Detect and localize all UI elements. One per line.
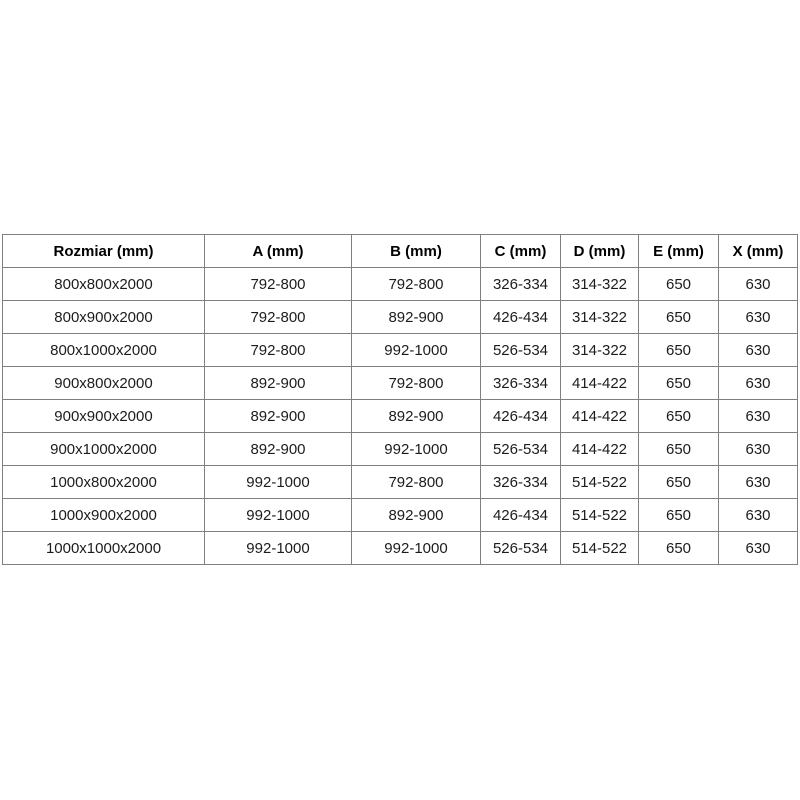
dimension-cell: 792-800 [352,268,481,301]
header-row [3,235,798,268]
size-table-body [3,268,798,565]
table-row [3,400,798,433]
size-cell: 1000x800x2000 [3,466,205,499]
dimension-cell: 326-334 [481,466,561,499]
table-row [3,433,798,466]
dimension-cell: 650 [639,367,719,400]
dimension-cell: 892-900 [205,433,352,466]
dimension-cell: 314-322 [561,268,639,301]
dimension-cell: 992-1000 [352,334,481,367]
size-cell: 900x1000x2000 [3,433,205,466]
dimension-cell: 792-800 [352,466,481,499]
dimension-cell: 630 [719,532,798,565]
dimension-cell: 650 [639,400,719,433]
dimension-cell: 326-334 [481,268,561,301]
size-table [2,234,798,565]
dimension-cell: 992-1000 [205,532,352,565]
table-row [3,532,798,565]
dimension-cell: 650 [639,499,719,532]
size-cell: 900x900x2000 [3,400,205,433]
dimension-cell: 792-800 [205,301,352,334]
dimension-cell: 792-800 [352,367,481,400]
dimension-cell: 526-534 [481,334,561,367]
dimension-cell: 992-1000 [352,433,481,466]
table-row [3,466,798,499]
size-cell: 1000x1000x2000 [3,532,205,565]
size-cell: 800x800x2000 [3,268,205,301]
table-row [3,367,798,400]
column-header: D (mm) [561,235,639,268]
dimension-cell: 630 [719,367,798,400]
table-row [3,499,798,532]
dimension-cell: 514-522 [561,532,639,565]
size-cell: 1000x900x2000 [3,499,205,532]
dimension-cell: 650 [639,301,719,334]
dimension-cell: 526-534 [481,433,561,466]
dimension-cell: 426-434 [481,400,561,433]
dimension-cell: 992-1000 [205,499,352,532]
column-header: C (mm) [481,235,561,268]
dimension-cell: 650 [639,466,719,499]
dimension-cell: 630 [719,400,798,433]
size-cell: 800x1000x2000 [3,334,205,367]
table-row [3,268,798,301]
dimension-cell: 892-900 [205,400,352,433]
column-header: X (mm) [719,235,798,268]
dimension-cell: 892-900 [352,400,481,433]
dimension-cell: 630 [719,466,798,499]
dimension-cell: 414-422 [561,400,639,433]
dimension-cell: 630 [719,268,798,301]
dimension-cell: 426-434 [481,499,561,532]
size-cell: 900x800x2000 [3,367,205,400]
dimension-cell: 650 [639,532,719,565]
dimension-cell: 314-322 [561,301,639,334]
dimension-cell: 992-1000 [352,532,481,565]
dimension-cell: 630 [719,499,798,532]
dimension-cell: 650 [639,268,719,301]
dimension-cell: 326-334 [481,367,561,400]
dimension-cell: 650 [639,334,719,367]
dimension-cell: 314-322 [561,334,639,367]
dimension-cell: 892-900 [205,367,352,400]
dimension-cell: 514-522 [561,499,639,532]
size-table-header [3,235,798,268]
dimension-cell: 414-422 [561,367,639,400]
table-row [3,301,798,334]
dimension-cell: 630 [719,301,798,334]
dimension-cell: 792-800 [205,268,352,301]
dimension-cell: 630 [719,334,798,367]
dimension-cell: 414-422 [561,433,639,466]
table-row [3,334,798,367]
dimension-cell: 630 [719,433,798,466]
dimension-cell: 892-900 [352,301,481,334]
column-header: B (mm) [352,235,481,268]
dimension-cell: 514-522 [561,466,639,499]
column-header: Rozmiar (mm) [3,235,205,268]
dimension-cell: 892-900 [352,499,481,532]
column-header: A (mm) [205,235,352,268]
dimension-cell: 426-434 [481,301,561,334]
column-header: E (mm) [639,235,719,268]
dimension-cell: 792-800 [205,334,352,367]
dimension-cell: 526-534 [481,532,561,565]
dimension-cell: 650 [639,433,719,466]
dimension-cell: 992-1000 [205,466,352,499]
size-cell: 800x900x2000 [3,301,205,334]
